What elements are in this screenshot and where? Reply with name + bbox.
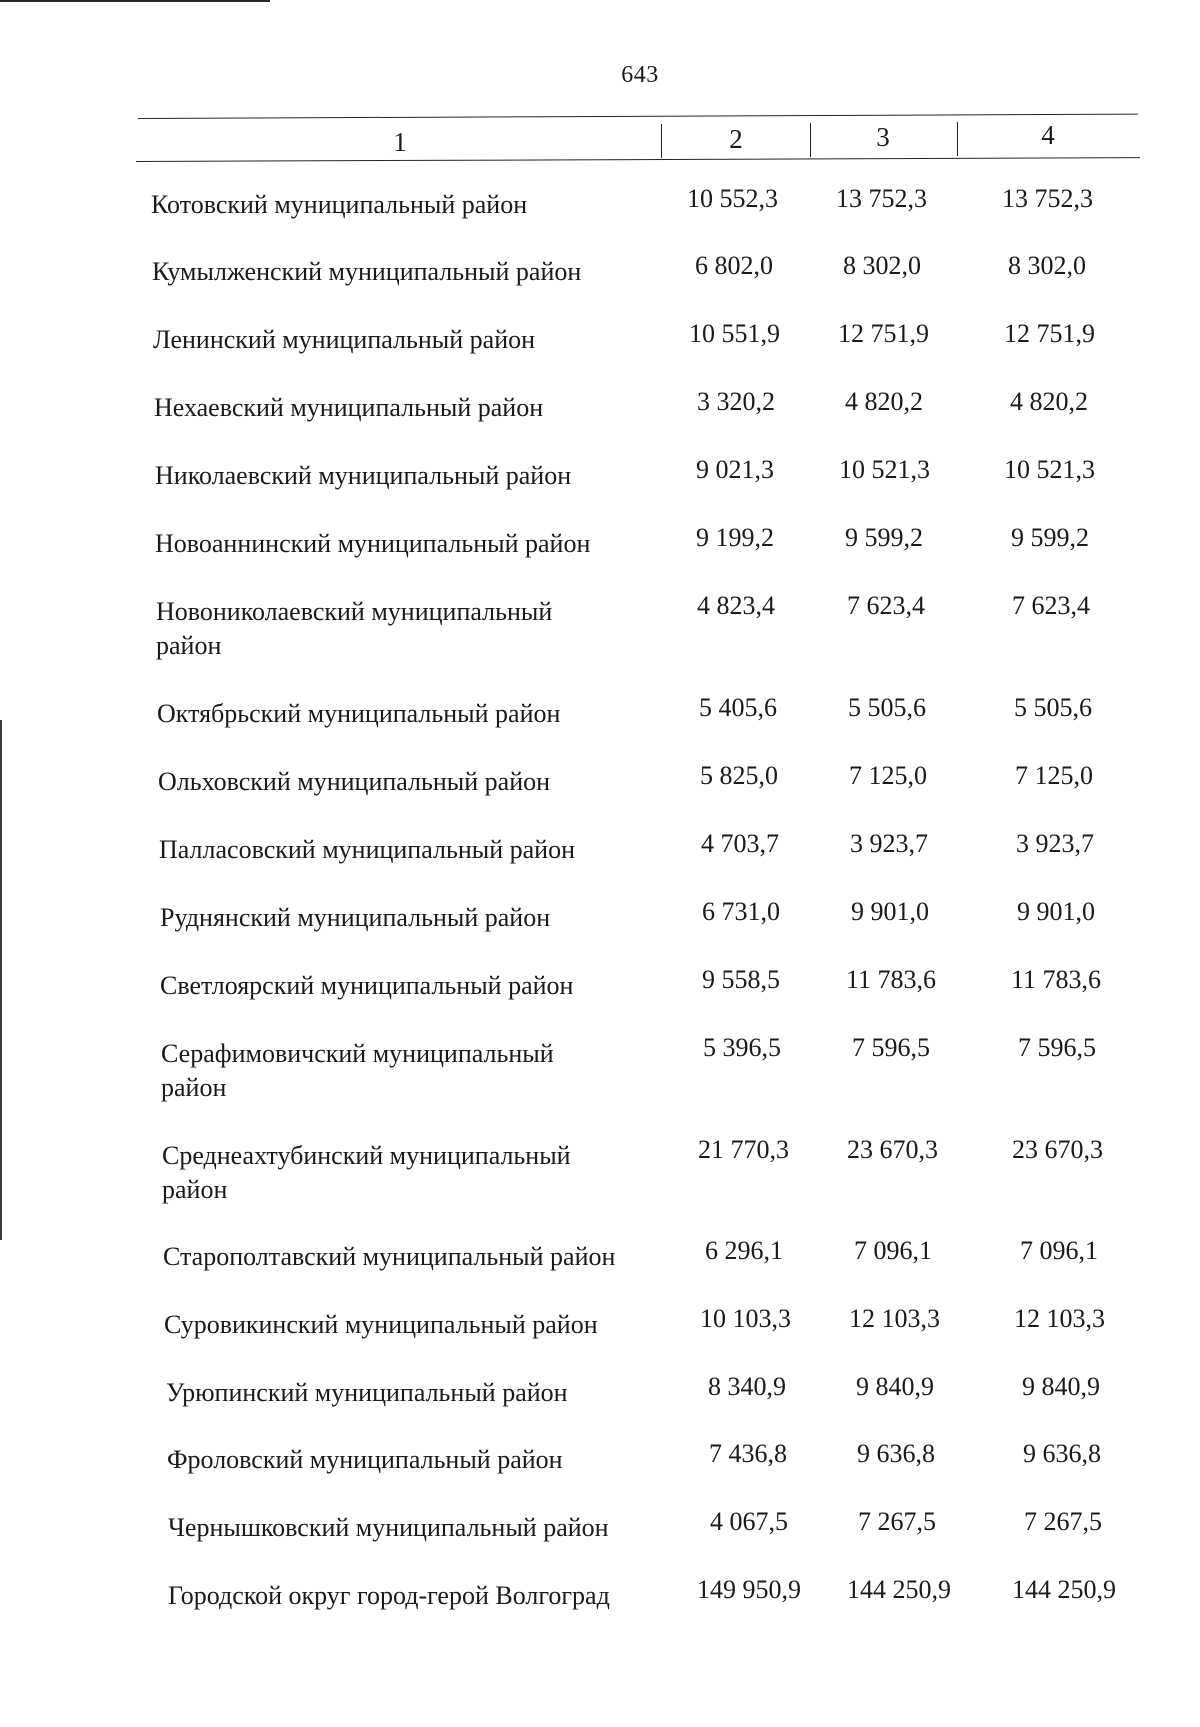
value-col-3: 7 623,4 xyxy=(847,591,925,620)
value-col-3: 4 820,2 xyxy=(845,387,923,416)
district-name: Новоаннинский муниципальный район xyxy=(155,529,591,558)
value-col-4: 3 923,7 xyxy=(1016,829,1094,858)
value-col-3: 7 596,5 xyxy=(852,1033,930,1062)
district-name: Фроловский муниципальный район xyxy=(167,1445,563,1474)
value-col-4: 9 636,8 xyxy=(1023,1439,1101,1468)
value-col-2: 149 950,9 xyxy=(697,1575,801,1604)
value-col-4: 11 783,6 xyxy=(1011,965,1102,994)
value-col-3: 7 125,0 xyxy=(849,761,927,790)
value-col-4: 4 820,2 xyxy=(1010,387,1088,416)
district-name: Николаевский муниципальный район xyxy=(155,461,572,490)
value-col-4: 7 596,5 xyxy=(1018,1033,1096,1062)
district-name: Серафимовичский муниципальный район xyxy=(161,1039,554,1102)
district-name: Городской округ город-герой Волгоград xyxy=(168,1581,610,1610)
district-name: Суровикинский муниципальный район xyxy=(164,1310,598,1339)
value-col-3: 9 901,0 xyxy=(851,897,929,926)
value-col-4: 9 840,9 xyxy=(1022,1372,1100,1401)
value-col-2: 5 396,5 xyxy=(703,1033,781,1062)
value-col-2: 5 825,0 xyxy=(700,761,778,790)
district-name: Кумылженский муниципальный район xyxy=(152,257,582,286)
district-name: Котовский муниципальный район xyxy=(151,190,528,219)
value-col-2: 10 552,3 xyxy=(687,184,778,213)
value-col-3: 12 751,9 xyxy=(838,319,929,348)
district-name: Урюпинский муниципальный район xyxy=(166,1378,568,1407)
value-col-2: 6 802,0 xyxy=(695,251,773,280)
value-col-2: 4 823,4 xyxy=(697,591,775,620)
district-name: Ольховский муниципальный район xyxy=(158,767,551,796)
value-col-4: 7 125,0 xyxy=(1015,761,1093,790)
value-col-2: 9 199,2 xyxy=(696,523,774,552)
value-col-3: 23 670,3 xyxy=(847,1135,938,1164)
value-col-2: 6 296,1 xyxy=(705,1236,783,1265)
value-col-4: 23 670,3 xyxy=(1012,1135,1103,1164)
page-number: 643 xyxy=(621,62,659,88)
value-col-4: 8 302,0 xyxy=(1008,251,1086,280)
value-col-4: 13 752,3 xyxy=(1002,184,1093,213)
district-name: Среднеахтубинский муниципальный район xyxy=(162,1141,571,1204)
column-header-1: 1 xyxy=(393,127,407,157)
value-col-2: 8 340,9 xyxy=(708,1372,786,1401)
value-col-3: 7 267,5 xyxy=(858,1507,936,1536)
value-col-4: 10 521,3 xyxy=(1004,455,1095,484)
value-col-4: 7 267,5 xyxy=(1024,1507,1102,1536)
district-name: Палласовский муниципальный район xyxy=(159,835,575,864)
value-col-2: 9 021,3 xyxy=(696,455,774,484)
column-header-3: 3 xyxy=(876,122,890,152)
district-name: Чернышковский муниципальный район xyxy=(168,1513,609,1542)
value-col-3: 10 521,3 xyxy=(839,455,930,484)
value-col-3: 3 923,7 xyxy=(850,829,928,858)
value-col-4: 144 250,9 xyxy=(1012,1575,1116,1604)
value-col-4: 7 096,1 xyxy=(1020,1236,1098,1265)
value-col-2: 4 703,7 xyxy=(701,829,779,858)
value-col-4: 12 751,9 xyxy=(1004,319,1095,348)
value-col-4: 12 103,3 xyxy=(1014,1304,1105,1333)
value-col-3: 9 840,9 xyxy=(856,1372,934,1401)
district-name: Ленинский муниципальный район xyxy=(153,325,536,354)
value-col-2: 3 320,2 xyxy=(697,387,775,416)
district-name: Руднянский муниципальный район xyxy=(160,903,551,932)
value-col-3: 9 599,2 xyxy=(845,523,923,552)
value-col-2: 10 103,3 xyxy=(700,1304,791,1333)
value-col-2: 21 770,3 xyxy=(698,1135,789,1164)
district-name: Старополтавский муниципальный район xyxy=(163,1242,616,1271)
value-col-2: 10 551,9 xyxy=(689,319,780,348)
value-col-2: 6 731,0 xyxy=(702,897,780,926)
value-col-2: 5 405,6 xyxy=(699,693,777,722)
value-col-3: 13 752,3 xyxy=(836,184,927,213)
value-col-4: 9 599,2 xyxy=(1011,523,1089,552)
value-col-3: 8 302,0 xyxy=(843,251,921,280)
district-name: Светлоярский муниципальный район xyxy=(160,971,574,1000)
value-col-2: 9 558,5 xyxy=(702,965,780,994)
district-name: Октябрьский муниципальный район xyxy=(157,699,561,728)
value-col-3: 11 783,6 xyxy=(846,965,937,994)
value-col-2: 4 067,5 xyxy=(710,1507,788,1536)
value-col-3: 144 250,9 xyxy=(847,1575,951,1604)
value-col-4: 7 623,4 xyxy=(1012,591,1090,620)
district-name: Нехаевский муниципальный район xyxy=(154,393,544,422)
value-col-2: 7 436,8 xyxy=(709,1439,787,1468)
district-name: Новониколаевский муниципальный район xyxy=(156,597,553,660)
column-header-4: 4 xyxy=(1041,120,1055,150)
value-col-3: 7 096,1 xyxy=(854,1236,932,1265)
value-col-4: 5 505,6 xyxy=(1014,693,1092,722)
value-col-4: 9 901,0 xyxy=(1017,897,1095,926)
value-col-3: 12 103,3 xyxy=(849,1304,940,1333)
column-header-2: 2 xyxy=(729,124,743,154)
value-col-3: 5 505,6 xyxy=(848,693,926,722)
value-col-3: 9 636,8 xyxy=(857,1439,935,1468)
